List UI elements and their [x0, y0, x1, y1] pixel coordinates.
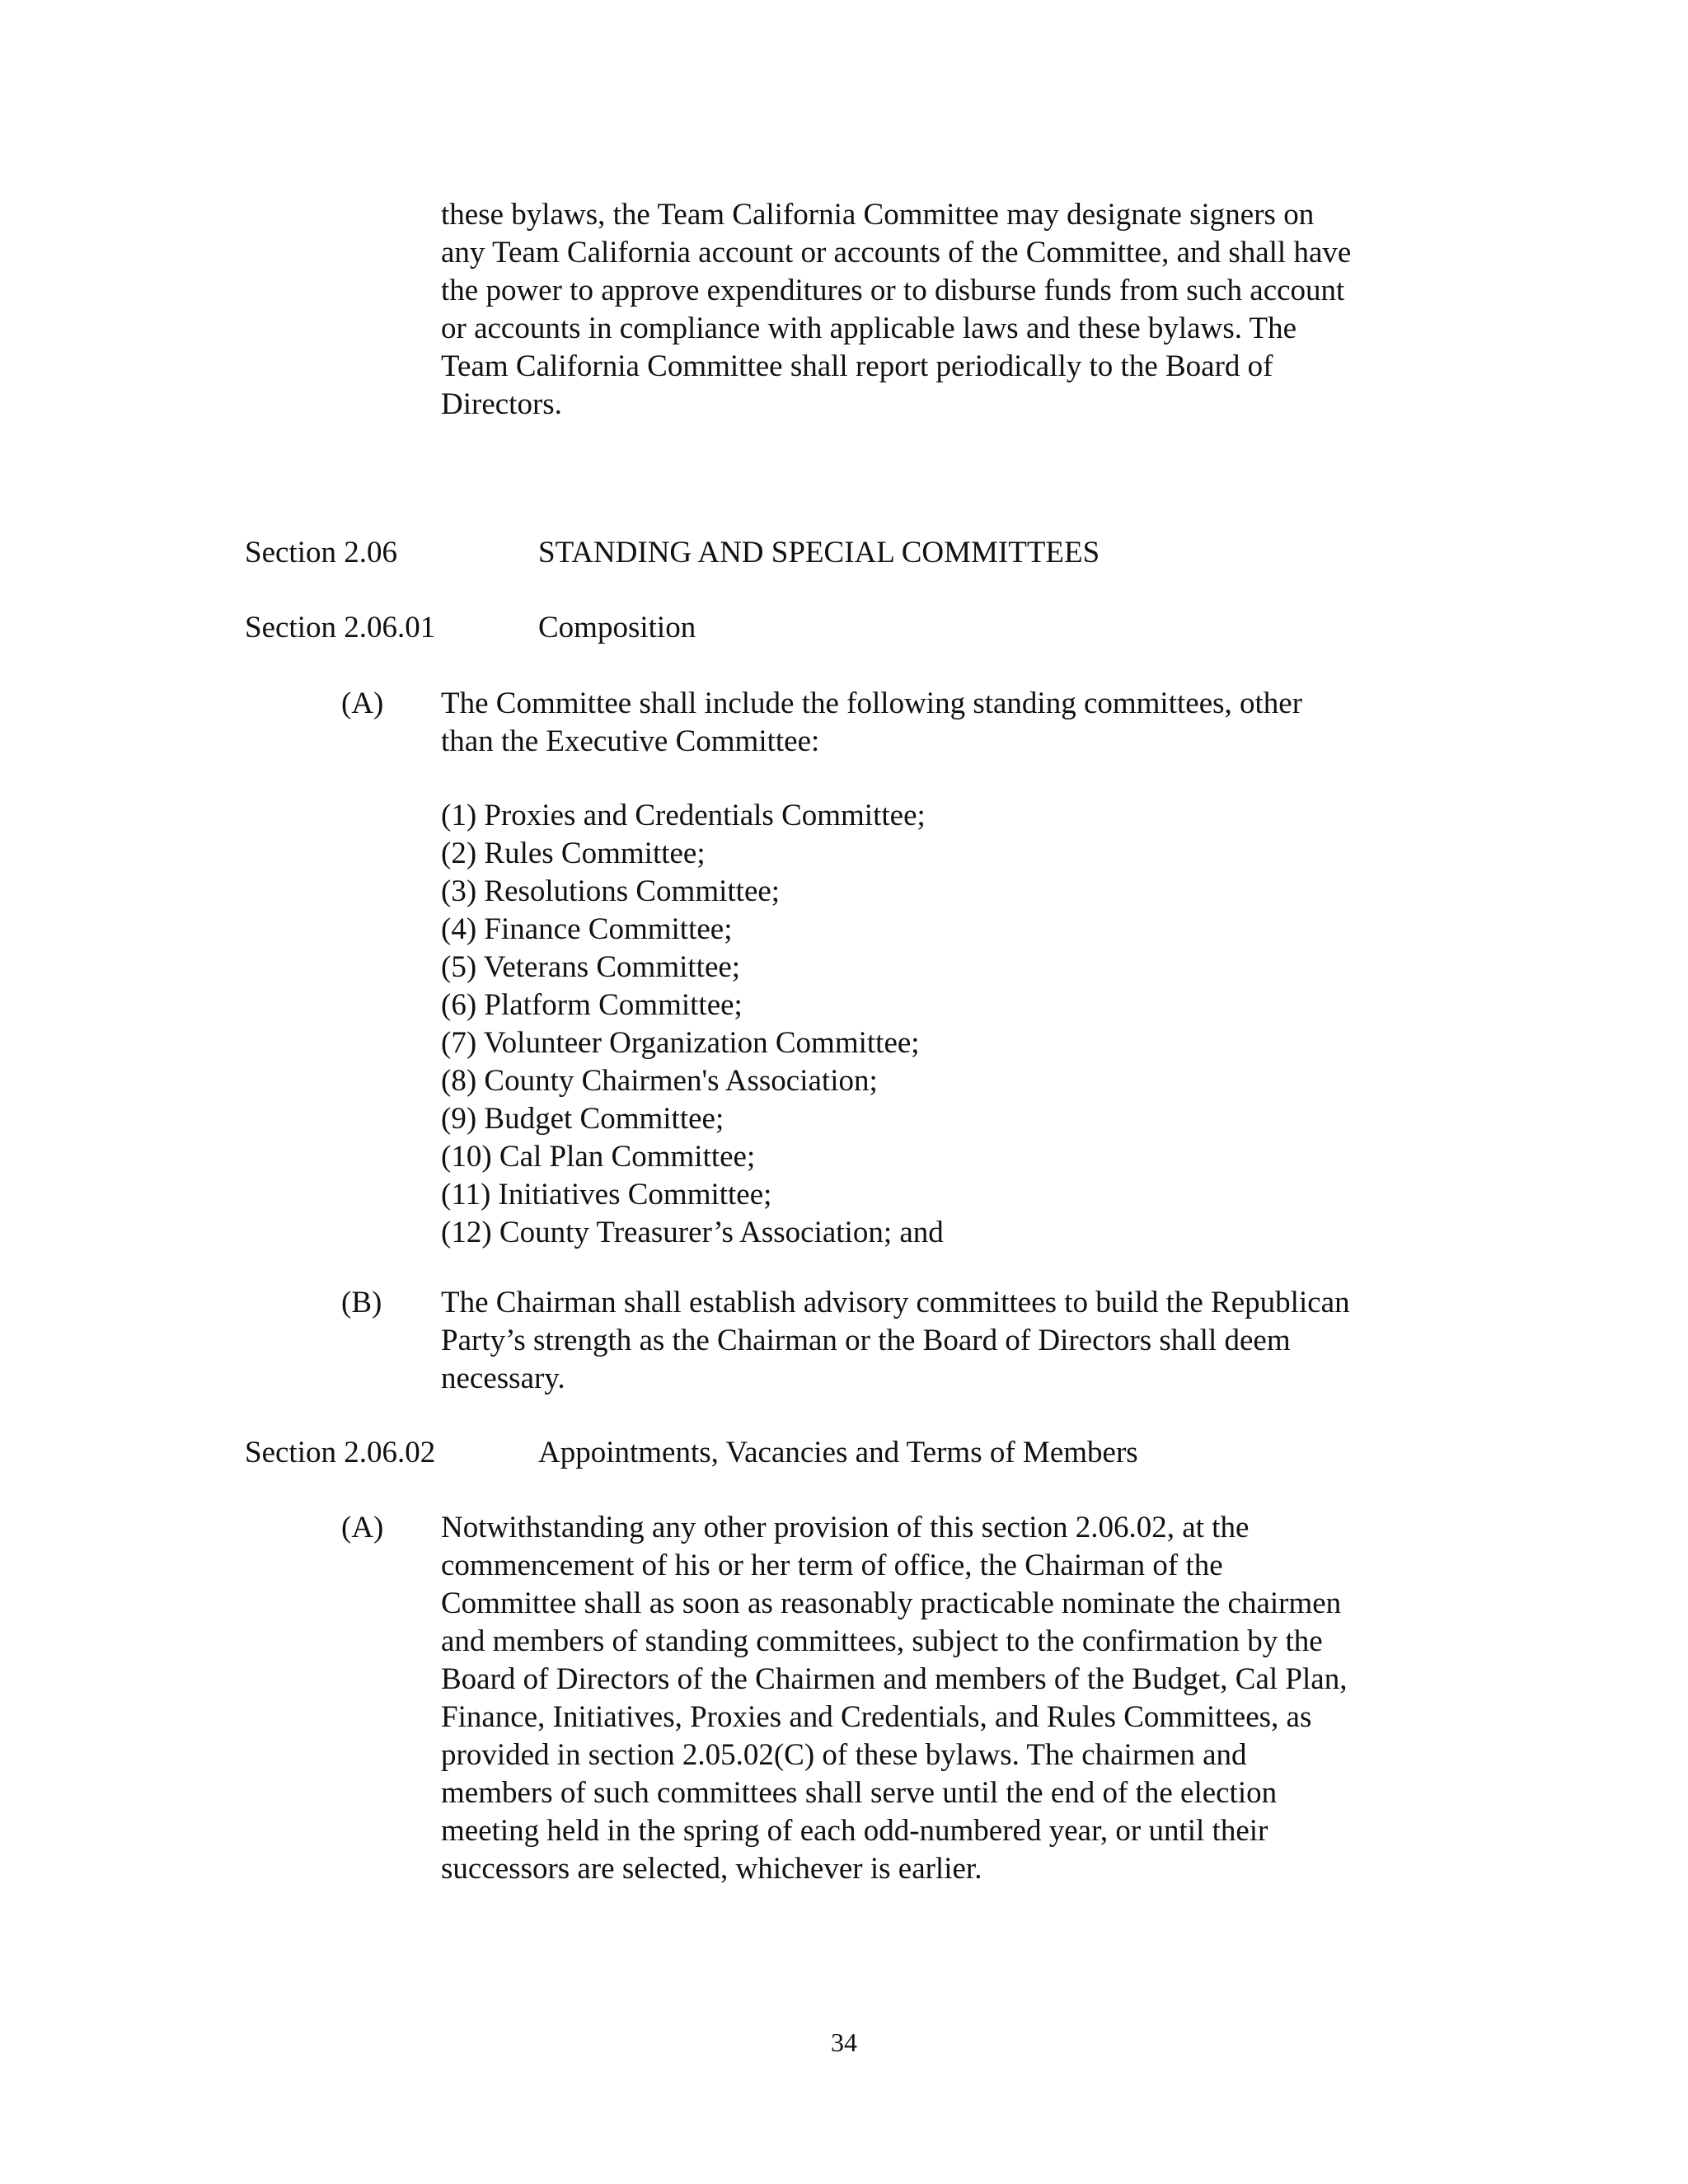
paragraph-line: Finance, Initiatives, Proxies and Credentials, and Rules Committees, as	[441, 1700, 1312, 1734]
paragraph-line: provided in section 2.05.02(C) of these bylaws. The chairmen and	[441, 1738, 1247, 1772]
paragraph-line: successors are selected, whichever is earlier.	[441, 1852, 982, 1886]
list-item: (7) Volunteer Organization Committee;	[441, 1026, 920, 1060]
subsection-b-text	[441, 1284, 1430, 1398]
standing-committees-list	[441, 797, 944, 1252]
paragraph-line: meeting held in the spring of each odd-numbered year, or until their	[441, 1814, 1268, 1848]
section-2-06-01-number: Section 2.06.01	[245, 611, 436, 644]
paragraph-line: commencement of his or her term of office, the Chairman of the	[441, 1549, 1223, 1582]
paragraph-line: Committee shall as soon as reasonably practicable nominate the chairmen	[441, 1586, 1342, 1620]
paragraph-line: than the Executive Committee:	[441, 724, 820, 758]
list-item: (6) Platform Committee;	[441, 988, 743, 1022]
paragraph-line: necessary.	[441, 1361, 565, 1395]
list-item: (12) County Treasurer’s Association; and	[441, 1216, 944, 1249]
paragraph-line: Board of Directors of the Chairmen and members of the Budget, Cal Plan,	[441, 1662, 1348, 1696]
section-2-06-02-title: Appointments, Vacancies and Terms of Members	[538, 1436, 1138, 1469]
list-item: (10) Cal Plan Committee;	[441, 1140, 756, 1174]
subsection-a-label: (A)	[341, 687, 384, 720]
paragraph-line: Party’s strength as the Chairman or the Board of Directors shall deem	[441, 1324, 1291, 1357]
page-number: 34	[831, 2027, 857, 2057]
paragraph-line: Notwithstanding any other provision of this section 2.06.02, at the	[441, 1511, 1250, 1544]
section-2-06-title: STANDING AND SPECIAL COMMITTEES	[538, 536, 1100, 569]
continuation-paragraph	[441, 196, 1430, 424]
paragraph-line: the power to approve expenditures or to disburse funds from such account	[441, 274, 1345, 307]
subsection-a-text	[441, 685, 1430, 761]
paragraph-line: The Committee shall include the following standing committees, other	[441, 687, 1303, 720]
paragraph-line: The Chairman shall establish advisory committees to build the Republican	[441, 1286, 1350, 1319]
subsection-a-label: (A)	[341, 1511, 384, 1544]
subsection-a-text	[441, 1509, 1430, 1888]
section-2-06-number: Section 2.06	[245, 536, 397, 569]
subsection-b-label: (B)	[341, 1286, 382, 1319]
paragraph-line: Team California Committee shall report periodically to the Board of	[441, 349, 1273, 383]
paragraph-line: and members of standing committees, subject to the confirmation by the	[441, 1624, 1323, 1658]
list-item: (2) Rules Committee;	[441, 837, 706, 870]
paragraph-line: Directors.	[441, 387, 562, 421]
list-item: (3) Resolutions Committee;	[441, 874, 781, 908]
list-item: (5) Veterans Committee;	[441, 950, 741, 984]
section-2-06-02-number: Section 2.06.02	[245, 1436, 436, 1469]
paragraph-line: these bylaws, the Team California Committee may designate signers on	[441, 198, 1315, 232]
section-2-06-01-title: Composition	[538, 611, 696, 644]
list-item: (4) Finance Committee;	[441, 912, 733, 946]
list-item: (11) Initiatives Committee;	[441, 1178, 772, 1212]
list-item: (1) Proxies and Credentials Committee;	[441, 799, 926, 832]
paragraph-line: members of such committees shall serve until the end of the election	[441, 1776, 1278, 1810]
paragraph-line: any Team California account or accounts of the Committee, and shall have	[441, 236, 1352, 269]
list-item: (8) County Chairmen's Association;	[441, 1064, 878, 1098]
paragraph-line: or accounts in compliance with applicable laws and these bylaws. The	[441, 312, 1297, 345]
list-item: (9) Budget Committee;	[441, 1102, 724, 1136]
